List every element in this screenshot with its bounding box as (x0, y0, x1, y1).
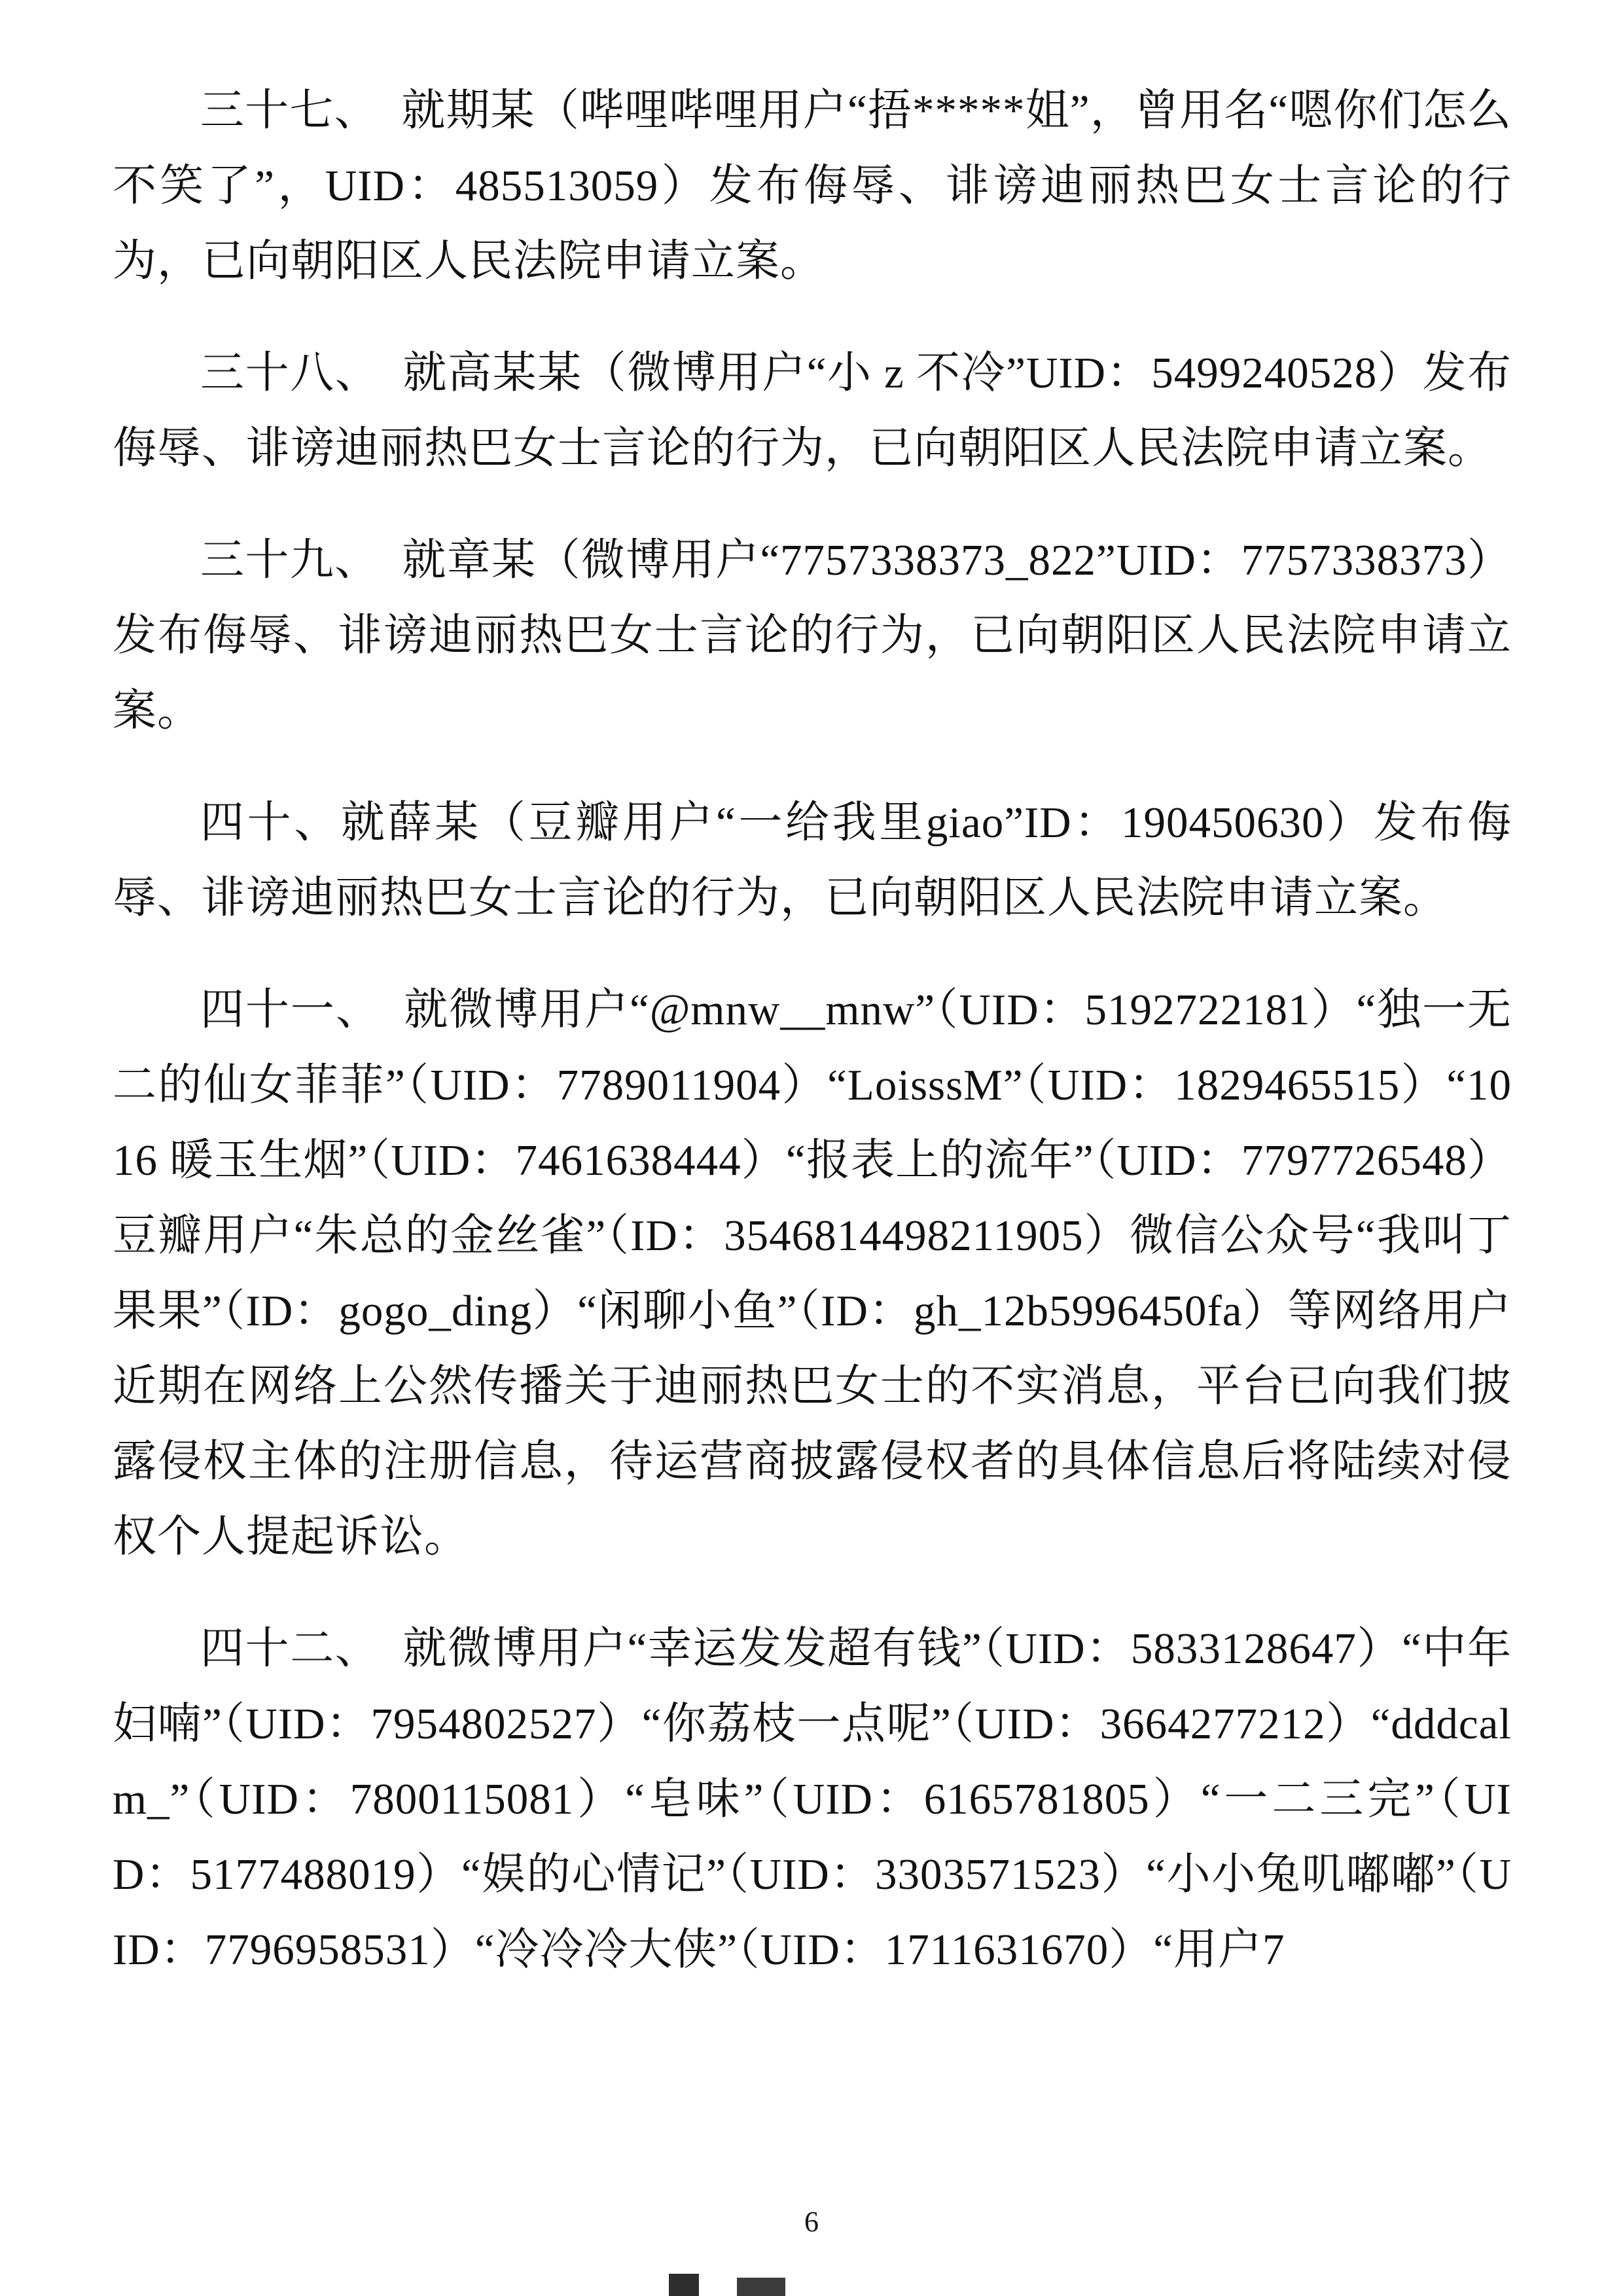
scan-artifact (669, 2272, 785, 2296)
paragraph-item-41: 四十一、 就微博用户“@mnw__mnw”（UID：5192722181）“独一无二的仙女菲菲”（UID：7789011904）“LoisssM”（UID：1829465515）“1016 暖玉生烟”（UID：7461638444）“报表上的流年”（UID：7797726548）豆瓣用户“朱总的金丝雀”（ID：3546814498211905）微信公众号“我叫丁果果”（ID：gogo_ding）“闲聊小鱼”（ID：gh_12b5996450fa）等网络用户近期在网络上公然传播关于迪丽热巴女士的不实消息，平台已向我们披露侵权主体的注册信息，待运营商披露侵权者的具体信息后将陆续对侵权个人提起诉讼。 (113, 986, 1512, 1561)
paragraph-item-37: 三十七、 就期某（哔哩哔哩用户“捂*****姐”，曾用名“嗯你们怎么不笑了”，UID：485513059）发布侮辱、诽谤迪丽热巴女士言论的行为，已向朝阳区人民法院申请立案。 (113, 86, 1512, 285)
paragraph-item-40: 四十、就薛某（豆瓣用户“一给我里giao”ID：190450630）发布侮辱、诽谤迪丽热巴女士言论的行为，已向朝阳区人民法院申请立案。 (113, 798, 1512, 922)
paragraph-item-39: 三十九、 就章某（微博用户“7757338373_822”UID：7757338373）发布侮辱、诽谤迪丽热巴女士言论的行为，已向朝阳区人民法院申请立案。 (113, 536, 1512, 735)
document-body (113, 73, 1512, 2024)
paragraph-item-42: 四十二、 就微博用户“幸运发发超有钱”（UID：5833128647）“中年妇喃”（UID：7954802527）“你荔枝一点呢”（UID：3664277212）“dddcalm_”（UID：7800115081）“皂味”（UID：6165781805）“一二三完”（UID：5177488019）“娱的心情记”（UID：3303571523）“小小兔叽嘟嘟”（UID：7796958531）“冷冷冷大侠”（UID：1711631670）“用户7 (113, 1624, 1512, 1974)
scan-artifact-fragment (737, 2278, 785, 2296)
page-number: 6 (804, 2206, 819, 2238)
scan-artifact-fragment (669, 2274, 699, 2296)
paragraph-item-38: 三十八、 就高某某（微博用户“小 z 不冷”UID：5499240528）发布侮辱、诽谤迪丽热巴女士言论的行为，已向朝阳区人民法院申请立案。 (113, 349, 1512, 473)
